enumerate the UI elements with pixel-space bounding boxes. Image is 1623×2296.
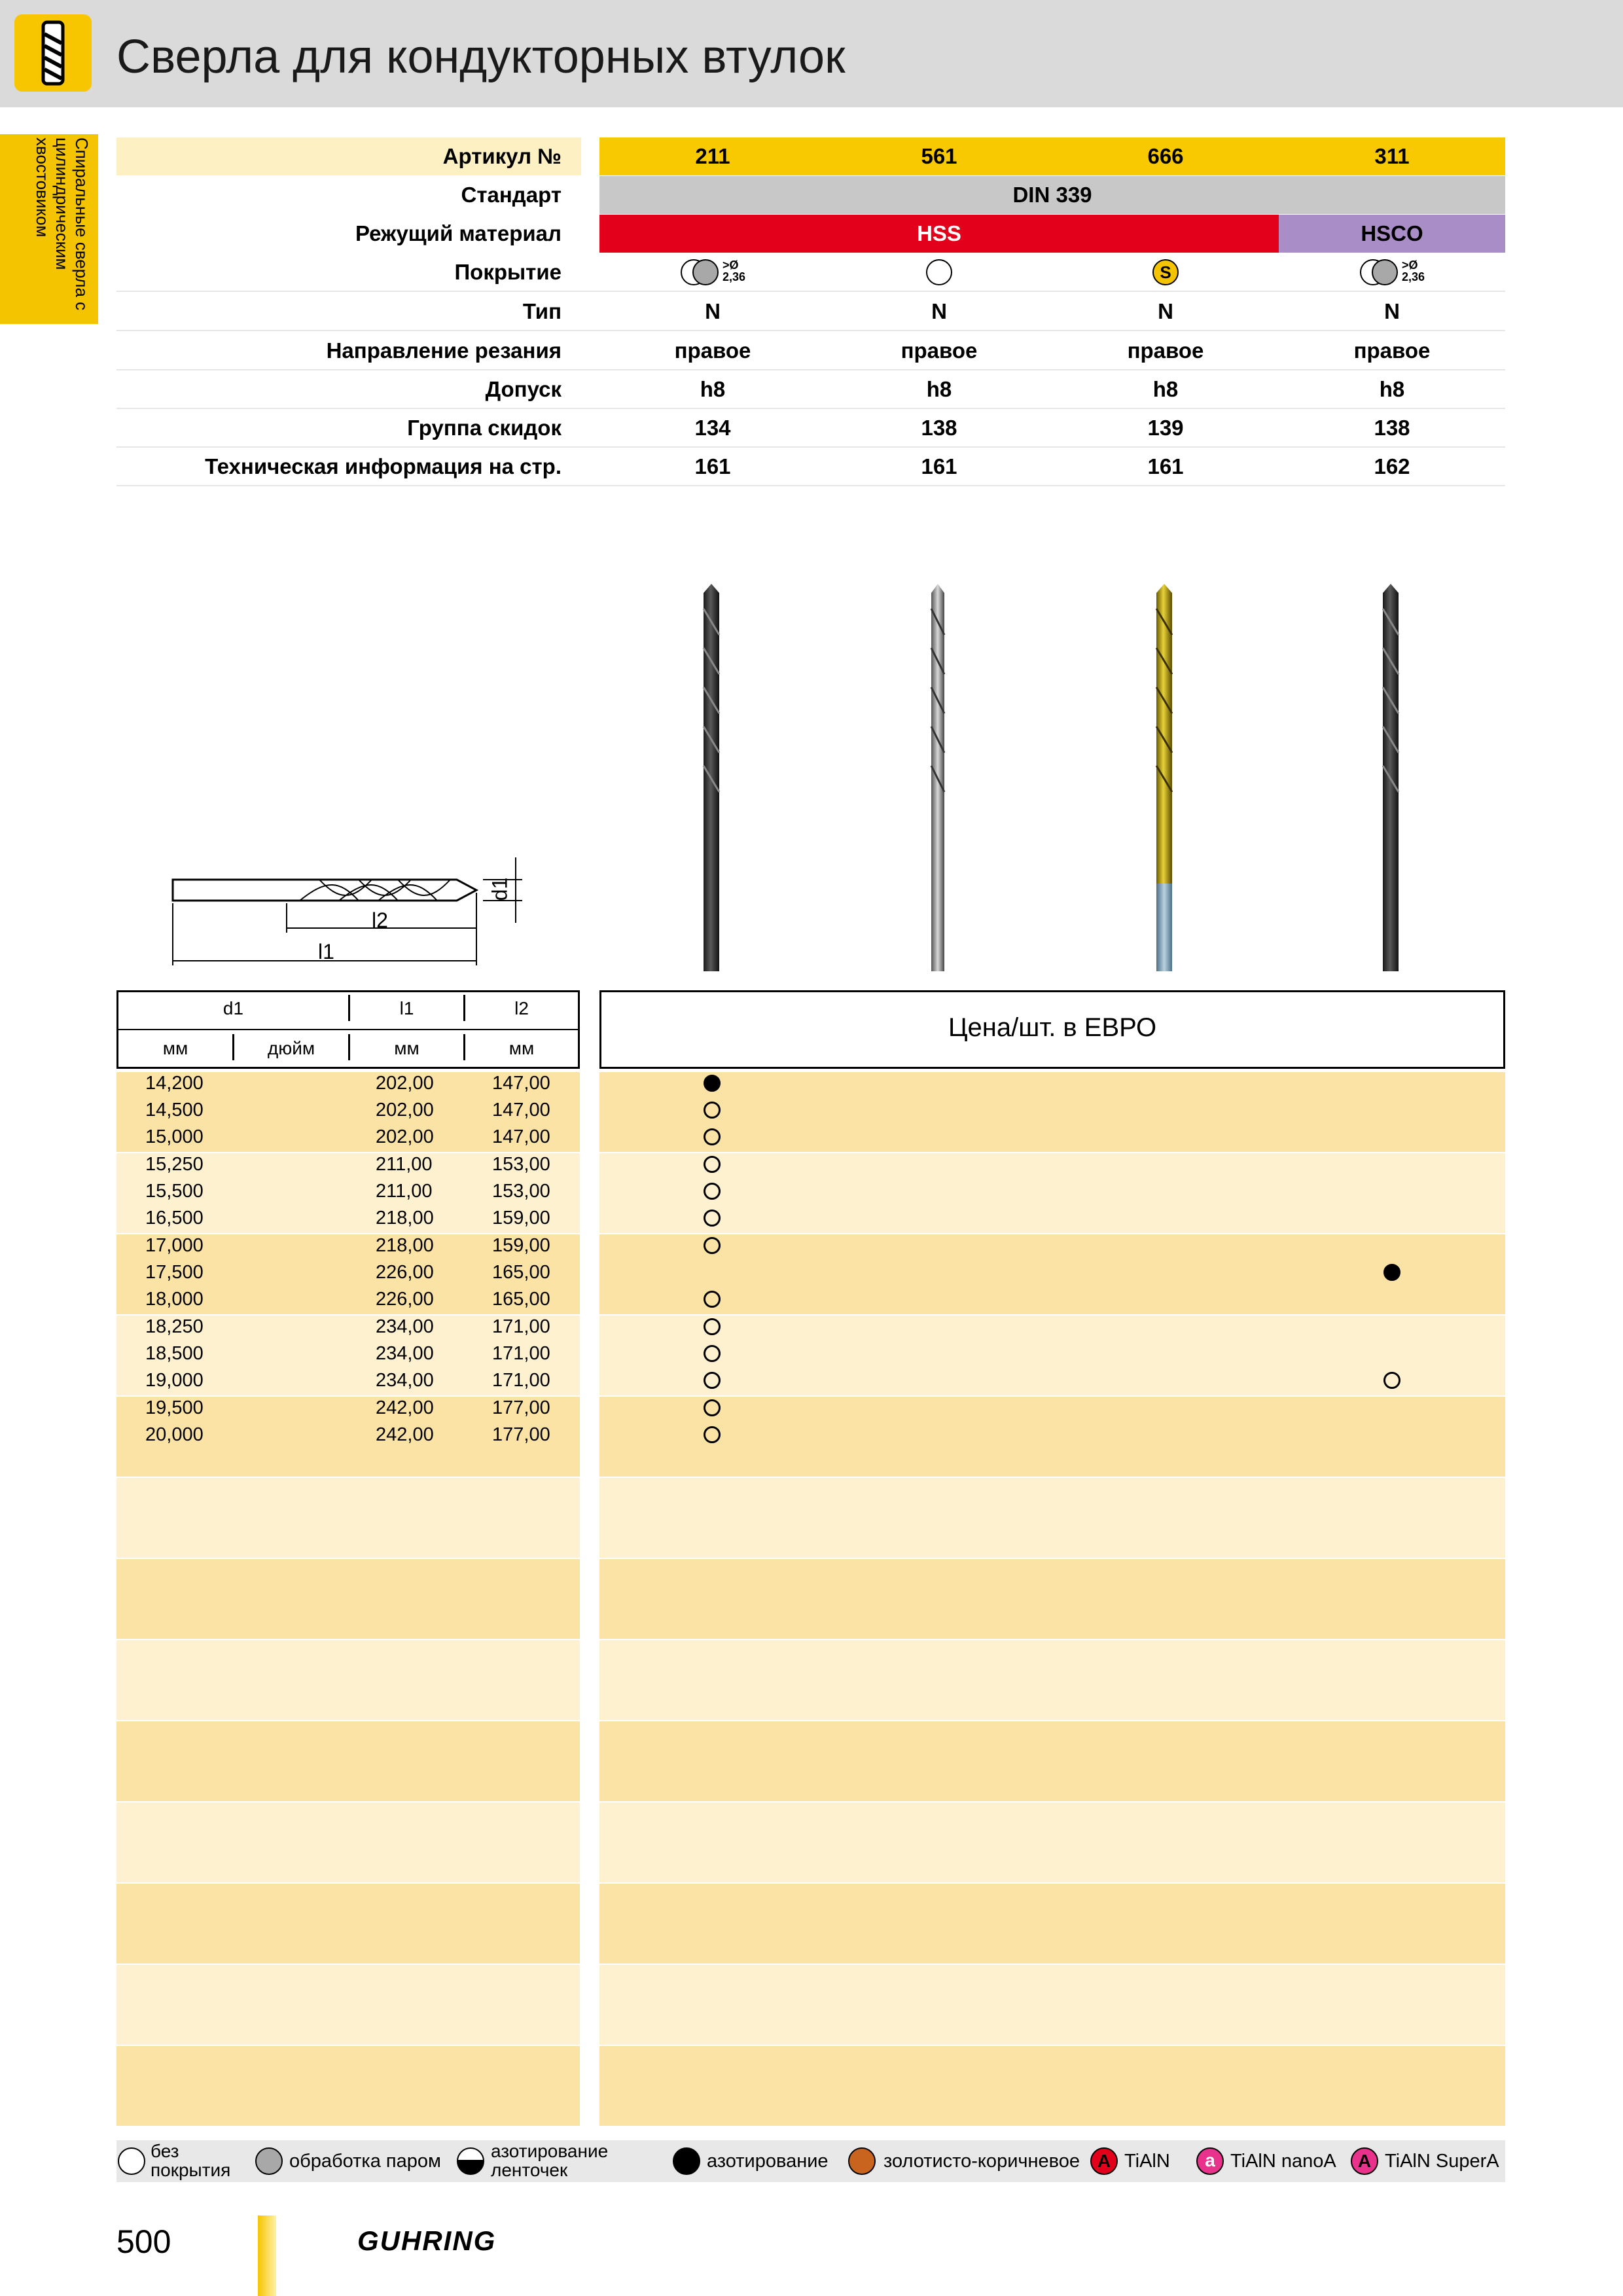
- stock-dot-filled[interactable]: [704, 1075, 721, 1092]
- row-l1: 211,00: [376, 1181, 433, 1202]
- tolerance-value: h8: [700, 377, 726, 401]
- mm-unit: мм: [162, 1038, 188, 1058]
- stock-dot-open[interactable]: [704, 1156, 721, 1173]
- row-d1: 19,500: [145, 1397, 204, 1418]
- section-tab-label: Спиральные сверла с цилиндрическим хвостовиком: [33, 137, 92, 311]
- row-d1: 20,000: [145, 1424, 204, 1445]
- stock-dot-open[interactable]: [704, 1237, 721, 1254]
- row-band: [599, 1965, 1505, 2045]
- row-band: [599, 1234, 1505, 1314]
- tolerance-value: h8: [926, 377, 952, 401]
- stock-dot-open[interactable]: [704, 1372, 721, 1389]
- row-l1: 226,00: [376, 1289, 434, 1310]
- row-l1: 234,00: [376, 1343, 434, 1364]
- drill-211-image: [698, 583, 724, 973]
- row-band: [599, 1397, 1505, 1477]
- row-band: [116, 1803, 580, 1882]
- techinfo-label: Техническая информация на стр.: [205, 454, 562, 478]
- row-d1: 15,000: [145, 1126, 204, 1147]
- gold-brown-icon: [848, 2147, 876, 2175]
- discount-value: 138: [1374, 416, 1410, 440]
- row-l2: 153,00: [492, 1154, 550, 1175]
- drill-561-image: [925, 583, 951, 973]
- row-l1: 218,00: [376, 1235, 434, 1256]
- row-d1: 17,500: [145, 1262, 204, 1283]
- nitrided-lands-icon: [457, 2147, 484, 2175]
- material-hss: HSS: [599, 215, 1279, 253]
- legend-gold-brown: золотисто-коричневое: [883, 2151, 1080, 2172]
- stock-dot-filled[interactable]: [1383, 1264, 1400, 1281]
- direction-label: Направление резания: [326, 338, 562, 363]
- page-title: Сверла для кондукторных втулок: [116, 31, 846, 83]
- article-311[interactable]: 311: [1374, 144, 1410, 168]
- mm-unit: мм: [394, 1038, 419, 1058]
- tialn-icon: A: [1090, 2147, 1118, 2175]
- l2-header: l2: [514, 998, 529, 1018]
- row-l1: 211,00: [376, 1154, 433, 1175]
- row-d1: 17,000: [145, 1235, 204, 1256]
- drill-666-image: [1151, 583, 1177, 973]
- direction-value: правое: [1127, 338, 1204, 363]
- drill-dimension-diagram: [169, 851, 535, 969]
- row-band: [599, 1559, 1505, 1639]
- row-band: [116, 1721, 580, 1801]
- discount-value: 139: [1147, 416, 1184, 440]
- standard-value: DIN 339: [599, 176, 1505, 214]
- tialn-nano-icon: a: [1196, 2147, 1224, 2175]
- coating-s-icon: S: [1152, 259, 1179, 285]
- row-l1: 202,00: [376, 1126, 434, 1147]
- direction-value: правое: [674, 338, 751, 363]
- coating-none-icon: [926, 259, 952, 285]
- page-number: 500: [116, 2223, 171, 2260]
- row-l1: 226,00: [376, 1262, 434, 1283]
- row-divider: [116, 330, 1505, 331]
- type-value: N: [931, 299, 947, 323]
- row-d1: 16,500: [145, 1208, 204, 1229]
- inch-unit: дюйм: [267, 1038, 315, 1058]
- article-666[interactable]: 666: [1147, 144, 1184, 168]
- type-value: N: [705, 299, 721, 323]
- stock-dot-open[interactable]: [1383, 1372, 1400, 1389]
- row-band: [116, 1884, 580, 1964]
- row-l2: 171,00: [492, 1316, 550, 1337]
- direction-value: правое: [901, 338, 978, 363]
- drill-311-image: [1378, 583, 1404, 973]
- legend-tialn-nano: TiAlN nanoA: [1230, 2151, 1336, 2172]
- techinfo-link[interactable]: 162: [1374, 454, 1410, 478]
- row-band: [599, 1316, 1505, 1395]
- stock-dot-open[interactable]: [704, 1102, 721, 1119]
- stock-dot-open[interactable]: [704, 1318, 721, 1335]
- stock-dot-open[interactable]: [704, 1210, 721, 1227]
- steam-treated-icon: [255, 2147, 283, 2175]
- row-band: [116, 1965, 580, 2045]
- tialn-super-icon: A: [1351, 2147, 1378, 2175]
- brand-logo: GUHRING: [357, 2225, 497, 2256]
- coating-label: Покрытие: [454, 260, 562, 284]
- row-band: [116, 1559, 580, 1639]
- row-l2: 165,00: [492, 1289, 550, 1310]
- coating-steam-icon: [1372, 259, 1398, 285]
- row-band: [599, 1072, 1505, 1152]
- legend-nitrided: азотирование: [707, 2151, 829, 2172]
- stock-dot-open[interactable]: [704, 1399, 721, 1416]
- row-band: [599, 1803, 1505, 1882]
- row-d1: 18,000: [145, 1289, 204, 1310]
- article-label: Артикул №: [442, 144, 562, 168]
- material-hsco: HSCO: [1279, 215, 1505, 253]
- techinfo-link[interactable]: 161: [1147, 454, 1184, 478]
- row-l2: 165,00: [492, 1262, 550, 1283]
- row-d1: 18,500: [145, 1343, 204, 1364]
- mm-unit: мм: [508, 1038, 535, 1058]
- footer-accent-bar: [258, 2215, 276, 2296]
- row-l2: 153,00: [492, 1181, 550, 1202]
- techinfo-link[interactable]: 161: [694, 454, 731, 478]
- row-l1: 234,00: [376, 1316, 434, 1337]
- stock-dot-open[interactable]: [704, 1128, 721, 1145]
- type-label: Тип: [522, 299, 562, 323]
- stock-dot-open[interactable]: [704, 1291, 721, 1308]
- d1-header: d1: [223, 998, 244, 1018]
- row-band: [116, 2046, 580, 2126]
- row-l1: 202,00: [376, 1073, 434, 1094]
- legend-nitrided-lands: азотирование ленточек: [491, 2141, 609, 2180]
- article-211[interactable]: 211: [695, 144, 730, 168]
- row-l2: 159,00: [492, 1235, 550, 1256]
- direction-value: правое: [1353, 338, 1431, 363]
- d1-label: d1: [488, 877, 512, 901]
- row-band: [599, 2046, 1505, 2126]
- discount-value: 138: [921, 416, 957, 440]
- row-band: [116, 1640, 580, 1720]
- discount-value: 134: [694, 416, 731, 440]
- legend-steam: обработка паром: [289, 2151, 441, 2172]
- tolerance-value: h8: [1152, 377, 1179, 401]
- row-d1: 14,500: [145, 1100, 204, 1121]
- row-l2: 177,00: [492, 1397, 550, 1418]
- row-d1: 14,200: [145, 1073, 204, 1094]
- l1-label: l1: [318, 940, 334, 963]
- standard-label: Стандарт: [461, 183, 562, 207]
- stock-dot-open[interactable]: [704, 1426, 721, 1443]
- price-header: Цена/шт. в ЕВРО: [948, 1013, 1157, 1042]
- tolerance-value: h8: [1379, 377, 1405, 401]
- row-l1: 242,00: [376, 1424, 434, 1445]
- type-value: N: [1158, 299, 1173, 323]
- row-d1: 18,250: [145, 1316, 204, 1337]
- discount-label: Группа скидок: [407, 416, 562, 440]
- stock-dot-open[interactable]: [704, 1183, 721, 1200]
- row-band: [599, 1153, 1505, 1233]
- no-coating-icon: [118, 2147, 145, 2175]
- material-label: Режущий материал: [355, 221, 562, 245]
- row-l2: 171,00: [492, 1343, 550, 1364]
- techinfo-link[interactable]: 161: [921, 454, 957, 478]
- legend-no-coating: без покрытия: [151, 2141, 231, 2180]
- row-band: [116, 1478, 580, 1558]
- row-l1: 234,00: [376, 1370, 434, 1391]
- stock-dot-open[interactable]: [704, 1345, 721, 1362]
- type-value: N: [1384, 299, 1400, 323]
- row-l2: 147,00: [492, 1126, 550, 1147]
- row-band: [599, 1478, 1505, 1558]
- article-561[interactable]: 561: [921, 144, 957, 168]
- row-divider: [116, 291, 1505, 292]
- header-divider: [118, 1029, 578, 1030]
- row-l1: 218,00: [376, 1208, 434, 1229]
- legend-tialn-super: TiAlN SuperA: [1385, 2151, 1499, 2172]
- coating-note: >Ø 2,36: [722, 259, 746, 283]
- row-d1: 19,000: [145, 1370, 204, 1391]
- row-band: [599, 1721, 1505, 1801]
- row-d1: 15,250: [145, 1154, 204, 1175]
- row-l2: 159,00: [492, 1208, 550, 1229]
- row-d1: 15,500: [145, 1181, 204, 1202]
- row-divider: [116, 485, 1505, 486]
- coating-note: >Ø 2,36: [1402, 259, 1425, 283]
- row-l2: 171,00: [492, 1370, 550, 1391]
- tolerance-label: Допуск: [485, 377, 562, 401]
- l2-label: l2: [372, 908, 388, 932]
- row-band: [599, 1640, 1505, 1720]
- coating-steam-icon: [692, 259, 719, 285]
- row-band: [599, 1884, 1505, 1964]
- legend-tialn: TiAlN: [1124, 2151, 1170, 2172]
- row-l2: 147,00: [492, 1100, 550, 1121]
- drill-logo-icon: [14, 14, 92, 92]
- row-l1: 242,00: [376, 1397, 434, 1418]
- nitrided-icon: [673, 2147, 700, 2175]
- row-l2: 177,00: [492, 1424, 550, 1445]
- row-l2: 147,00: [492, 1073, 550, 1094]
- l1-header: l1: [399, 998, 414, 1018]
- row-l1: 202,00: [376, 1100, 434, 1121]
